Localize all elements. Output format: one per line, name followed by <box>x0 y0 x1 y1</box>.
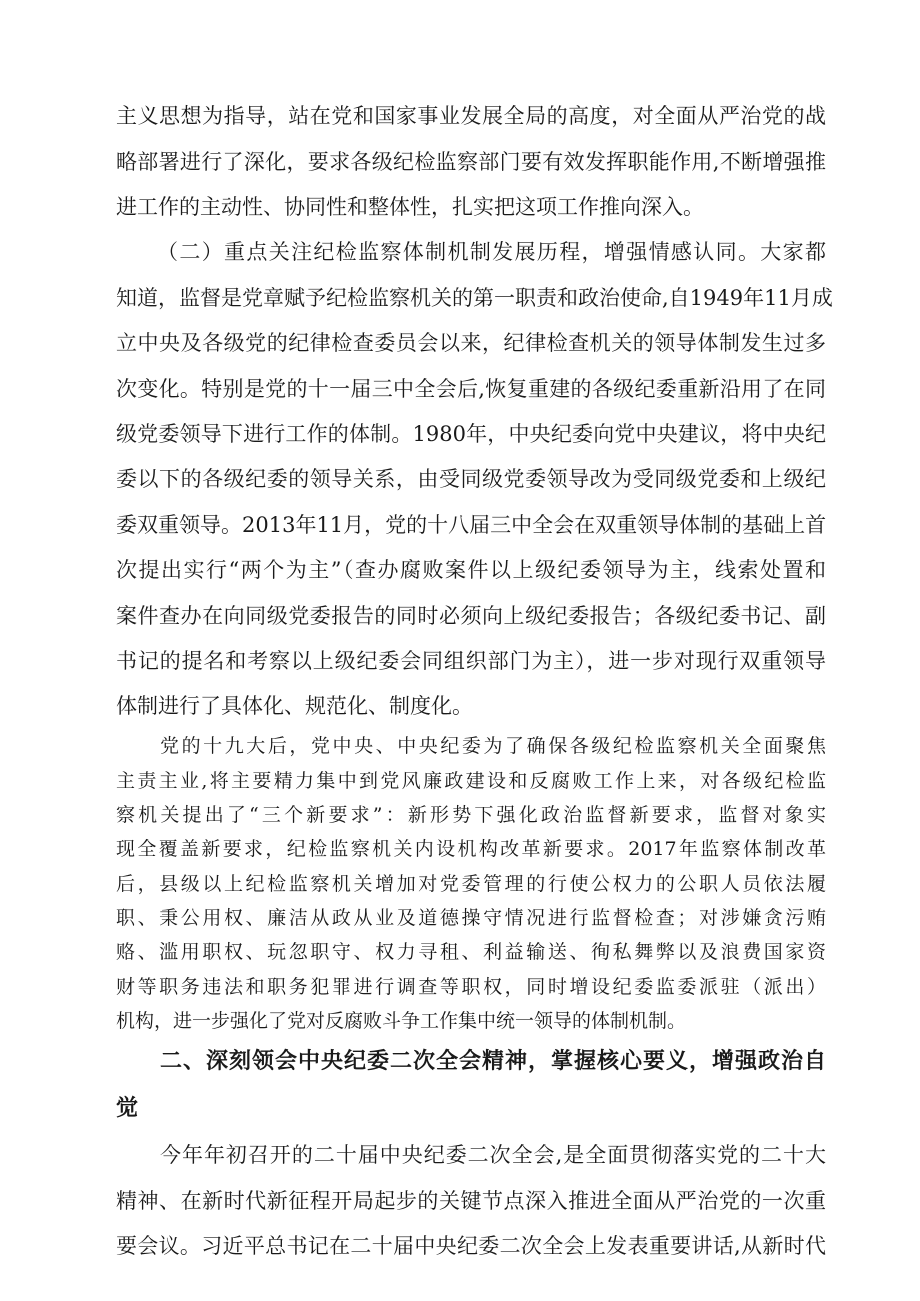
text-line: 今年年初召开的二十届中央纪委二次全会,是全面贯彻落实党的二十大 <box>160 1143 826 1167</box>
text-line: 进工作的主动性、协同性和整体性，扎实把这项工作推向深入。 <box>116 195 704 219</box>
text-line: 财等职务违法和职务犯罪进行调查等职权，同时增设纪委监委派驻（派出） <box>116 976 826 998</box>
text-line: 略部署进行了深化，要求各级纪检监察部门要有效发挥职能作用,不断增强推 <box>116 150 826 174</box>
text-line: 党的十九大后，党中央、中央纪委为了确保各级纪检监察机关全面聚焦 <box>160 735 826 757</box>
text-line: 赂、滥用职权、玩忽职守、权力寻租、利益输送、徇私舞弊以及浪费国家资 <box>116 941 826 963</box>
text-line: 精神、在新时代新征程开局起步的关键节点深入推进全面从严治党的一次重 <box>116 1189 826 1213</box>
text-line: 现全覆盖新要求，纪检监察机关内设机构改革新要求。2017年监察体制改革 <box>116 838 826 860</box>
text-line: 次提出实行“两个为主”（查办腐败案件以上级纪委领导为主，线索处置和 <box>116 558 826 582</box>
text-line: 职、秉公用权、廉洁从政从业及道德操守情况进行监督检查；对涉嫌贪污贿 <box>116 907 826 929</box>
text-line: 委双重领导。2013年11月，党的十八届三中全会在双重领导体制的基础上首 <box>116 513 827 537</box>
text-line: 立中央及各级党的纪律检查委员会以来，纪律检查机关的领导体制发生过多 <box>116 331 826 355</box>
text-line: 察机关提出了“三个新要求”：新形势下强化政治监督新要求，监督对象实 <box>116 804 826 826</box>
text-line: 后，县级以上纪检监察机关增加对党委管理的行使公权力的公职人员依法履 <box>116 873 826 895</box>
text-line: 知道，监督是党章赋予纪检监察机关的第一职责和政治使命,自1949年11月成 <box>116 286 833 310</box>
text-line: 案件查办在向同级党委报告的同时必须向上级纪委报告；各级纪委书记、副 <box>116 604 826 628</box>
text-line: 委以下的各级纪委的领导关系，由受同级党委领导改为受同级党委和上级纪 <box>116 467 826 491</box>
text-line: 体制进行了具体化、规范化、制度化。 <box>116 694 473 718</box>
text-line: 机构，进一步强化了党对反腐败斗争工作集中统一领导的体制机制。 <box>116 1010 687 1032</box>
text-line: 主责主业,将主要精力集中到党风廉政建设和反腐败工作上来，对各级纪检监 <box>116 770 826 792</box>
heading-line: 二、深刻领会中央纪委二次全会精神，掌握核心要义，增强政治自 <box>160 1049 826 1074</box>
heading-line: 觉 <box>116 1096 139 1121</box>
text-line: 次变化。特别是党的十一届三中全会后,恢复重建的各级纪委重新沿用了在同 <box>116 377 826 401</box>
text-line: 要会议。习近平总书记在二十届中央纪委二次全会上发表重要讲话,从新时代 <box>116 1234 826 1258</box>
text-line: （二）重点关注纪检监察体制机制发展历程，增强情感认同。大家都 <box>157 240 826 264</box>
text-line: 主义思想为指导，站在党和国家事业发展全局的高度，对全面从严治党的战 <box>116 104 826 128</box>
text-line: 级党委领导下进行工作的体制。1980年，中央纪委向党中央建议，将中央纪 <box>116 422 826 446</box>
text-line: 书记的提名和考察以上级纪委会同组织部门为主），进一步对现行双重领导 <box>116 649 826 673</box>
